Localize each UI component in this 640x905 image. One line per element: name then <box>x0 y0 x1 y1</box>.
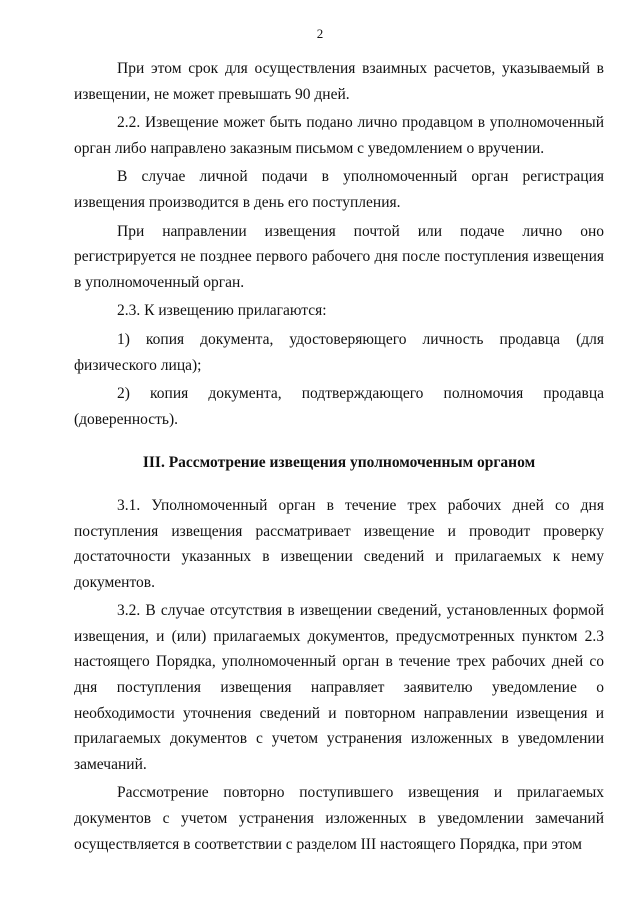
paragraph-personal-submission: В случае личной подачи в уполномоченный орган регистрация извещения производится в день его поступления. <box>74 168 604 211</box>
list-item-2: 2) копия документа, подтверждающего полномочия продавца (доверенность). <box>74 385 604 428</box>
paragraph-3-2: 3.2. В случае отсутствия в извещении сведений, установленных формой извещения, и (или) прилагаемых документов, предусмотренных пунктом 2.3 настоящего Порядка, уполномоченный орган в течение трех рабочих дней со дня поступления извещения направляет заявителю уведомление о необходимости уточнения сведений и повторном направлении извещения и прилагаемых документов с учетом устранения изложенных в уведомлении замечаний. <box>74 602 604 773</box>
document-body <box>74 56 604 857</box>
section-heading: III. Рассмотрение извещения уполномоченным органом <box>142 454 536 472</box>
paragraph-re-review: Рассмотрение повторно поступившего извещения и прилагаемых документов с учетом устранения изложенных в уведомлении замечаний осуществляется в соответствии с разделом III настоящего Порядка, при этом <box>74 784 604 853</box>
paragraph-2-3: 2.3. К извещению прилагаются: <box>117 302 327 320</box>
paragraph-registration: При направлении извещения почтой или подаче лично оно регистрируется не позднее первого рабочего дня после поступления извещения в уполномоченный орган. <box>74 222 604 291</box>
list-item-1: 1) копия документа, удостоверяющего личность продавца (для физического лица); <box>74 330 604 374</box>
page-number: 2 <box>316 26 324 41</box>
paragraph-settlement-term: При этом срок для осуществления взаимных расчетов, указываемый в извещении, не может превышать 90 дней. <box>74 60 604 103</box>
paragraph-2-2: 2.2. Извещение может быть подано лично продавцом в уполномоченный орган либо направлено заказным письмом с уведомлением о вручении. <box>74 114 604 157</box>
paragraph-3-1: 3.1. Уполномоченный орган в течение трех рабочих дней со дня поступления извещения рассматривает извещение и проводит проверку достаточности указанных в извещении сведений и прилагаемых к нему документов. <box>74 496 604 591</box>
